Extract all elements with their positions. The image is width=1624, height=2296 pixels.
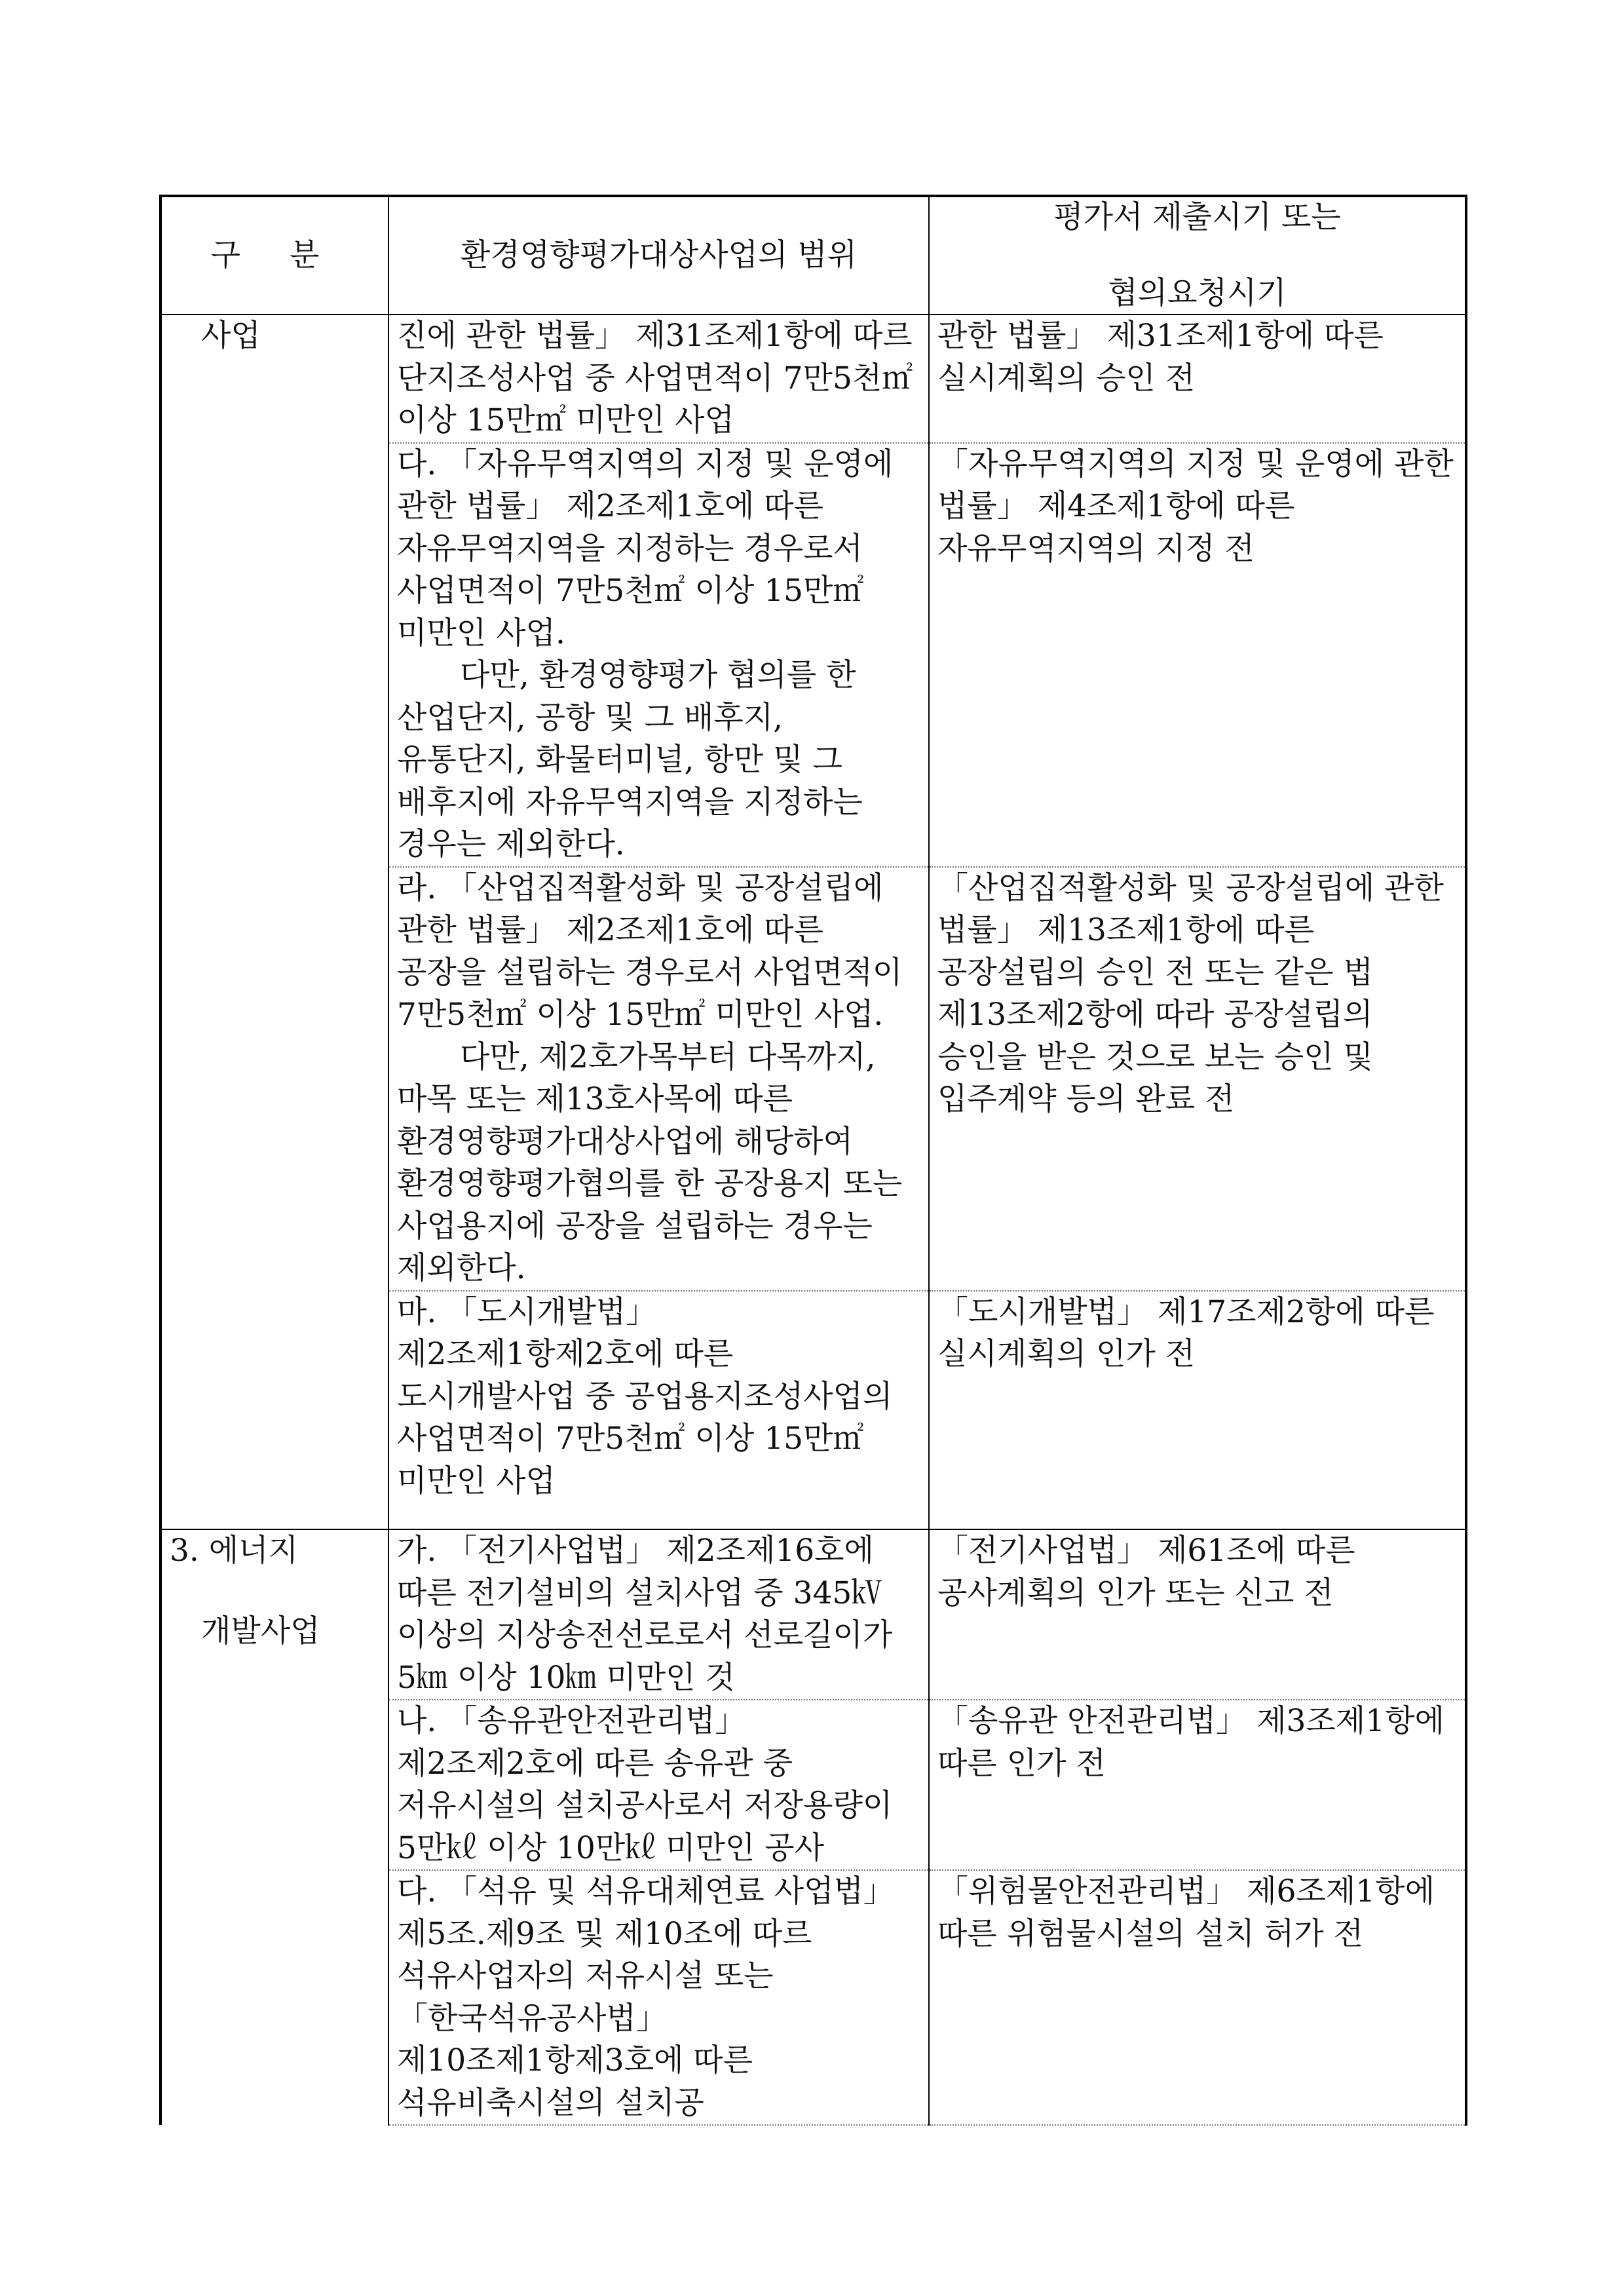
timing-text: 「산업집적활성화 및 공장설립에 관한 법률」 제13조제1항에 따른 공장설립의 승인 전 또는 같은 법 제13조제2항에 따라 공장설립의 승인을 받은 것으로 보는 승인 및 입주계약 등의 완료 전 — [937, 870, 1444, 1117]
scope-text: 라. 「산업집적활성화 및 공장설립에 관한 법률」 제2조제1호에 따른 공장을 설립하는 경우로서 사업면적이 7만5천㎡ 이상 15만㎡ 미만인 사업. — [397, 870, 903, 1033]
timing-cell — [929, 315, 1466, 443]
scope-cell — [388, 443, 929, 867]
category-cell — [161, 1529, 388, 2125]
timing-cell — [929, 1700, 1466, 1870]
timing-cell — [929, 867, 1466, 1291]
scope-cell — [388, 1700, 929, 1870]
timing-text: 「자유무역지역의 지정 및 운영에 관한 법률」 제4조제1항에 따른 자유무역지역의 지정 전 — [937, 446, 1454, 567]
timing-text: 「도시개발법」 제17조제2항에 따른 실시계획의 인가 전 — [937, 1293, 1435, 1372]
scope-cell — [388, 1291, 929, 1530]
category-label-line2: 개발사업 — [201, 1613, 320, 1649]
timing-text: 「전기사업법」 제61조에 따른 공사계획의 인가 또는 신고 전 — [937, 1533, 1355, 1611]
timing-text: 「송유관 안전관리법」 제3조제1항에 따른 인가 전 — [937, 1703, 1445, 1782]
header-timing — [929, 196, 1466, 315]
timing-cell — [929, 443, 1466, 867]
scope-text: 진에 관한 법률」 제31조제1항에 따르 단지조성사업 중 사업면적이 7만5천㎡ 이상 15만㎡ 미만인 사업 — [397, 318, 913, 438]
category-label: 사업 — [201, 318, 261, 354]
header-timing-line1: 평가서 제출시기 또는 — [1053, 199, 1341, 235]
scope-text: 나. 「송유관안전관리법」 제2조제2호에 따른 송유관 중 저유시설의 설치공사로서 저장용량이 5만㎘ 이상 10만㎘ 미만인 공사 — [397, 1703, 893, 1866]
timing-cell — [929, 1291, 1466, 1530]
scope-text: 다. 「석유 및 석유대체연료 사업법」 제5조.제9조 및 제10조에 따르 석유사업자의 저유시설 또는 「한국석유공사법」 제10조제1항제3호에 따른 석유비축시설의 설치공 — [397, 1873, 894, 2121]
table-row — [161, 1529, 1466, 1700]
scope-cell — [388, 1870, 929, 2125]
scope-text: 가. 「전기사업법」 제2조제16호에 따른 전기설비의 설치사업 중 345㎸ 이상의 지상송전선로로서 선로길이가 5㎞ 이상 10㎞ 미만인 것 — [397, 1533, 893, 1696]
category-cell — [161, 315, 388, 1529]
timing-cell — [929, 1870, 1466, 2125]
header-category: 구 분 — [161, 196, 388, 315]
timing-text: 「위험물안전관리법」 제6조제1항에 따른 위험물시설의 설치 허가 전 — [937, 1873, 1435, 1952]
scope-text: 다. 「자유무역지역의 지정 및 운영에 관한 법률」 제2조제1호에 따른 자유무역지역을 지정하는 경우로서 사업면적이 7만5천㎡ 이상 15만㎡ 미만인 사업. — [397, 446, 894, 651]
table-row — [161, 315, 1466, 443]
scope-text: 마. 「도시개발법」 제2조제1항제2호에 따른 도시개발사업 중 공업용지조성사업의 사업면적이 7만5천㎡ 이상 15만㎡ 미만인 사업 — [397, 1293, 893, 1499]
scope-proviso: 다만, 환경영향평가 협의를 한 산업단지, 공항 및 그 배후지, 유통단지, 화물터미널, 항만 및 그 배후지에 자유무역지역을 지정하는 경우는 제외한다. — [397, 657, 863, 862]
table-header-row — [161, 196, 1466, 315]
scope-cell — [388, 1529, 929, 1700]
category-label-line1: 3. 에너지 — [170, 1533, 298, 1569]
assessment-table — [159, 195, 1467, 2126]
header-timing-line2: 협의요청시기 — [1108, 275, 1287, 311]
scope-cell — [388, 867, 929, 1291]
header-scope: 환경영향평가대상사업의 범위 — [388, 196, 929, 315]
timing-cell — [929, 1529, 1466, 1700]
timing-text: 관한 법률」 제31조제1항에 따른 실시계획의 승인 전 — [937, 318, 1384, 396]
scope-cell — [388, 315, 929, 443]
document-page — [159, 195, 1465, 2126]
scope-proviso: 다만, 제2호가목부터 다목까지, 마목 또는 제13호사목에 따른 환경영향평가대상사업에 해당하여 환경영향평가협의를 한 공장용지 또는 사업용지에 공장을 설립하는 경우는 제외한다. — [397, 1039, 903, 1286]
